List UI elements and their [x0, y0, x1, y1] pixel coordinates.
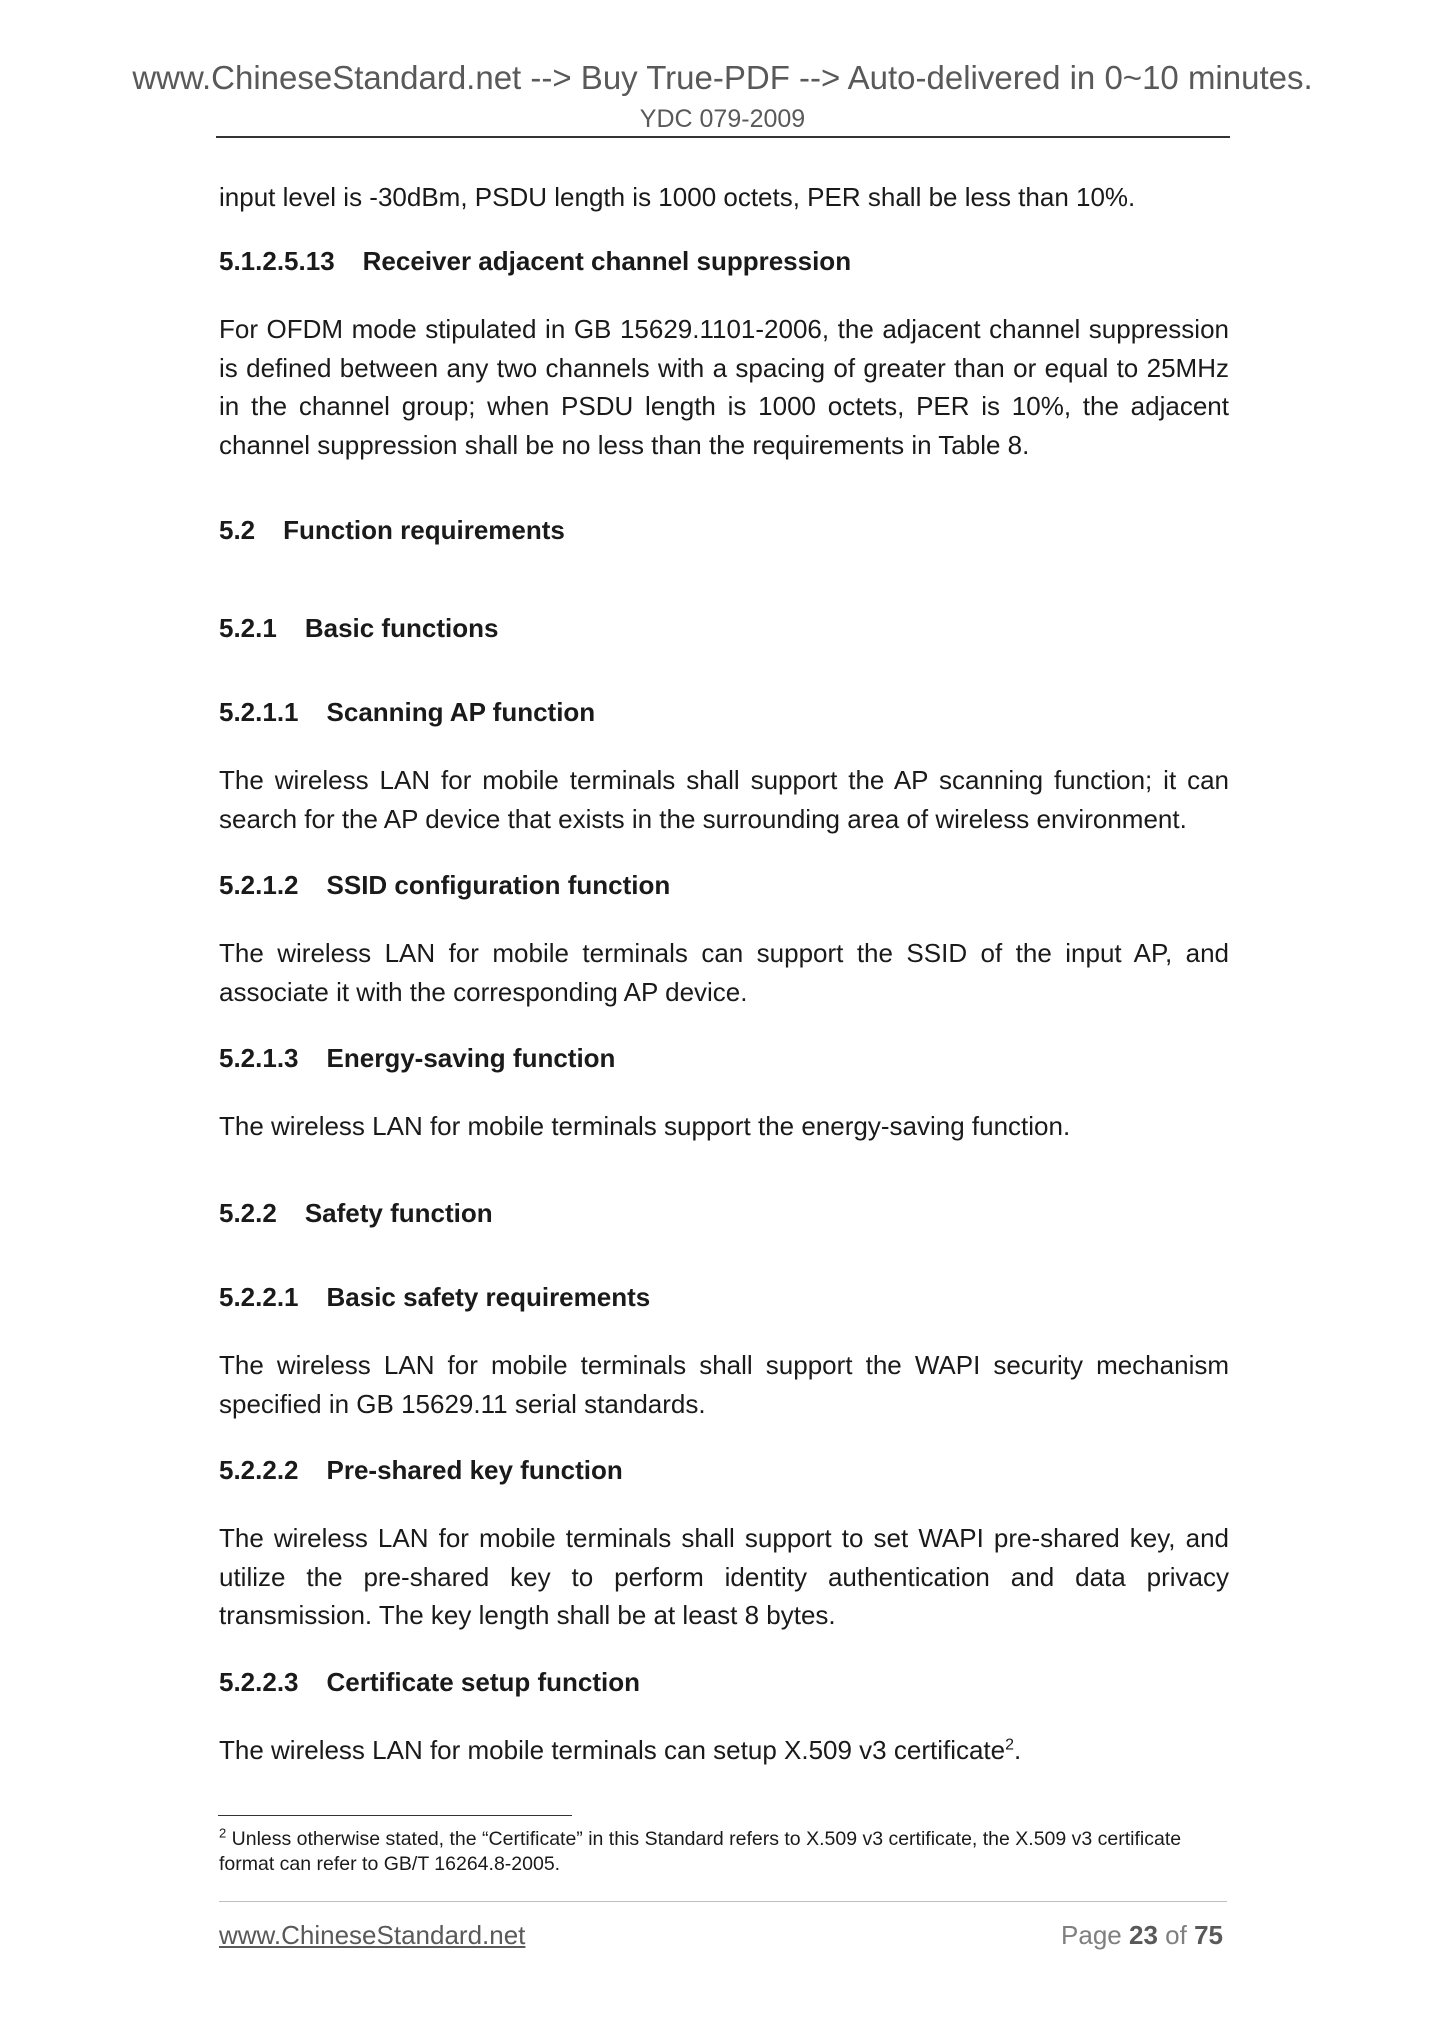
heading-5-2-2-3: [219, 1665, 1229, 1699]
heading-title: SSID configuration function: [326, 870, 671, 900]
heading-title: Basic safety requirements: [326, 1282, 651, 1312]
heading-number: 5.2.1.2: [219, 870, 299, 900]
heading-title: Certificate setup function: [326, 1667, 640, 1697]
heading-title: Safety function: [304, 1198, 493, 1228]
paragraph-intro: input level is -30dBm, PSDU length is 1000 octets, PER shall be less than 10%.: [219, 182, 1136, 212]
footnote: [219, 1827, 1229, 1877]
heading-5-2-1: [219, 611, 1229, 645]
page-current: 23: [1129, 1920, 1158, 1950]
footnote-marker: 2: [219, 1825, 227, 1841]
heading-number: 5.2: [219, 515, 256, 545]
heading-number: 5.2.2.1: [219, 1282, 299, 1312]
heading-number: 5.2.2.2: [219, 1455, 299, 1485]
page-of: of: [1165, 1920, 1187, 1950]
heading-number: 5.2.1.3: [219, 1043, 299, 1073]
certificate-text: The wireless LAN for mobile terminals can setup X.509 v3 certificate: [219, 1735, 1006, 1765]
paragraph-adjacent-channel: For OFDM mode stipulated in GB 15629.1101-2006, the adjacent channel suppression is defined between any two channels with a spacing of greater than or equal to 25MHz in the channel group; when PSDU length is 1000 octets, PER is 10%, the adjacent channel suppression shall be no less than the requirements in Table 8.: [219, 314, 1229, 460]
heading-title: Receiver adjacent channel suppression: [362, 246, 852, 276]
heading-5-2-1-2: [219, 868, 1229, 902]
footnote-reference[interactable]: 2: [1005, 1736, 1015, 1754]
header-divider: [216, 136, 1230, 138]
paragraph-pre-shared-key: The wireless LAN for mobile terminals shall support to set WAPI pre-shared key, and utilize the pre-shared key to perform identity authentication and data privacy transmission. The key length shall be at least 8 bytes.: [219, 1523, 1229, 1630]
paragraph-scanning-ap: The wireless LAN for mobile terminals shall support the AP scanning function; it can search for the AP device that exists in the surrounding area of wireless environment.: [219, 765, 1229, 834]
heading-title: Pre-shared key function: [326, 1455, 623, 1485]
paragraph-basic-safety: The wireless LAN for mobile terminals shall support the WAPI security mechanism specified in GB 15629.11 serial standards.: [219, 1350, 1229, 1419]
heading-title: Energy-saving function: [326, 1043, 616, 1073]
heading-title: Function requirements: [283, 515, 565, 545]
page-number: [1061, 1918, 1223, 1952]
heading-5-2-2: [219, 1196, 1229, 1230]
paragraph-certificate: [219, 1731, 1229, 1770]
footnote-text: Unless otherwise stated, the “Certificate” in this Standard refers to X.509 v3 certificate, the X.509 v3 certificate format can refer to GB/T 16264.8-2005.: [219, 1828, 1182, 1875]
heading-5-2-2-1: [219, 1280, 1229, 1314]
heading-5-1-2-5-13: [219, 244, 1229, 278]
heading-5-2-2-2: [219, 1453, 1229, 1487]
paragraph-ssid: The wireless LAN for mobile terminals can support the SSID of the input AP, and associate it with the corresponding AP device.: [219, 938, 1229, 1007]
heading-title: Scanning AP function: [326, 697, 596, 727]
heading-5-2-1-3: [219, 1041, 1229, 1075]
heading-title: Basic functions: [304, 613, 499, 643]
footer-divider: [219, 1901, 1227, 1902]
certificate-text-end: .: [1014, 1735, 1022, 1765]
heading-5-2: [219, 513, 1229, 547]
footer-website-link[interactable]: www.ChineseStandard.net: [219, 1920, 526, 1950]
page-total: 75: [1194, 1920, 1223, 1950]
heading-number: 5.2.2.3: [219, 1667, 299, 1697]
site-banner: www.ChineseStandard.net --> Buy True-PDF --> Auto-delivered in 0~10 minutes.: [132, 59, 1313, 96]
standard-code: YDC 079-2009: [639, 105, 806, 133]
heading-number: 5.1.2.5.13: [219, 246, 335, 276]
heading-number: 5.2.1: [219, 613, 277, 643]
paragraph-energy-saving: The wireless LAN for mobile terminals support the energy-saving function.: [219, 1111, 1071, 1141]
heading-number: 5.2.2: [219, 1198, 277, 1228]
heading-5-2-1-1: [219, 695, 1229, 729]
heading-number: 5.2.1.1: [219, 697, 299, 727]
footnote-separator: [218, 1815, 572, 1816]
page-label: Page: [1061, 1920, 1122, 1950]
